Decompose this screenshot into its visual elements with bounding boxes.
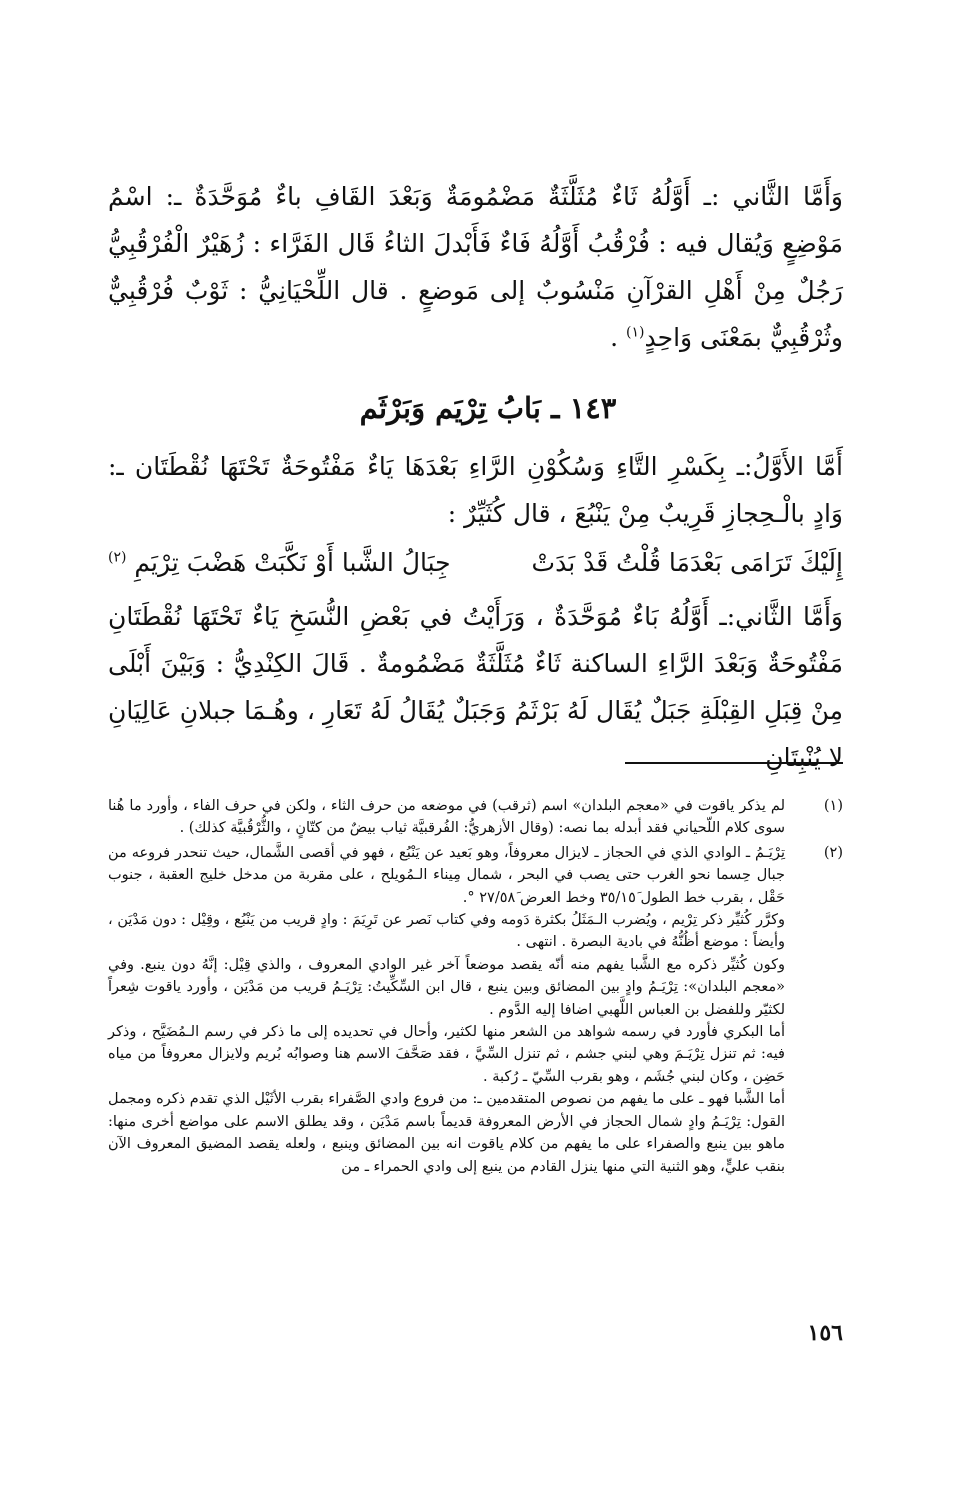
footnote-1-body xyxy=(108,795,785,840)
verse-hemistich-1: إِلَيْكَ تَرَامَى بَعْدَمَا قُلْتُ قَدْ بَدَتْ xyxy=(531,548,843,577)
verse-hemistich-2-wrap xyxy=(108,538,451,588)
paragraph-1 xyxy=(108,173,843,361)
footnote-2-para-1: تِرْيَـمُ ـ الوادي الذي في الحجاز ـ لايزال معروفاً، وهو بَعيد عن يَنْبُع ، فهو في أقصى الشَّمال، حيث تنحدر فروعه من جبال حِسما نحو الغرب حتى يصب في البحر ، شمال مِيناء الـمُويلح ، على مقربة من مدخل خليج العقبة ، جنوب حَقْل ، بقرب خط الطول ٣٥/١٥َ وخط العرض ٢٧/٥٨َ °. xyxy=(108,844,785,906)
footnote-2-para-2: وكرَّر كُثيِّر ذكر تِرْيم ، ويُضرب الـمَثَلُ بكثرة دَومه وفي كتاب نَصر عن تَرِيَمَ : وادٍ قريب من يَنْبُع ، وقِيْل : دون مَدْيَن ، وأيضاً : موضع أظُنُّهُ في بادية البصرة . انتهى . xyxy=(108,912,785,951)
footnote-2-body xyxy=(108,842,785,1178)
section-heading: ١٤٣ ـ بَابُ تِرْيَم وَبَرْثَم xyxy=(359,391,617,425)
footnote-2-para-5: أما الشَّبا فهو ـ على ما يفهم من نصوص المتقدمين ـ: من فروع وادي الصَّفراء بقرب الأثَيْل الذي تقدم ذكره ومجمل القول: تِرْيَـمُ وادٍ شمال الحجاز في الأرض المعروفة قديماً باسم مَدْيَن ، وقد يطلق الاسم على مواضع أخرى منها: ماهو بين ينبع والصفراء على ما يفهم من كلام ياقوت انه بين المضائق وينبع ، ولعله يقصد المضيق المعروف الآن بنقب عليٍّ، وهو الثنية التي منها ينزل القادم من ينبع إلى وادي الحمراء ـ من xyxy=(108,1091,785,1175)
footnote-2 xyxy=(108,842,843,1178)
paragraph-1-text: وَأَمَّا الثَّاني :ـ أَوَّلُهُ ثَاءٌ مُثَلَّثَةٌ مَضْمُومَةٌ وَبَعْدَ القَافِ باءٌ مُوَحَّدَةٌ ـ: اسْمُ مَوْضِعٍ وَيُقال فيه : فُرْقُبُ أَوَّلُهُ فَاءٌ فَأَبْدلَ الثاءُ قَال الفَرَّاء : زُهَيْرٌ الْفُرْقُبِيُّ رَجُلٌ مِنْ أَهْلِ القرْآنِ مَنْسُوبٌ إلى مَوضعٍ . قال اللِّحْيَانِيُّ : ثَوْبٌ فُرْقُبِيٌّ وثُرْقُبِيٌّ بمَعْنَى وَاحِدٍ xyxy=(108,182,843,352)
paragraph-2: أَمَّا الأَوَّلُ:ـ بِكَسْرِ التَّاءِ وَسُكُوْنِ الرَّاءِ بَعْدَهَا يَاءٌ مَفْتُوحَةٌ تَحْتَهَا نُقْطَتَان ـ: وَادٍ بالْـحِجازِ قَرِيبٌ مِنْ يَنْبُعَ ، قال كُثَيِّرٌ : xyxy=(108,452,843,528)
page-number: ١٥٦ xyxy=(807,1320,843,1346)
footnote-ref-2: (٢) xyxy=(108,549,127,566)
paragraph-1-end: . xyxy=(610,323,627,352)
footnote-2-number: (٢) xyxy=(823,844,843,861)
footnote-2-para-3: وكون كُثيِّر ذكره مع الشَّبا يفهم منه أنّه يقصد موضعاً آخر غير الوادي المعروف ، والذي قِيْل: إنَّهُ دون ينبع. وفي «معجم البلدان»: تِرْيَـمُ وادٍ بين المضائق وبين ينبع ، قال ابن السِّكِّيتُ: تِرْيَـمُ قريب من مَدْيَن ، وأورد ياقوت شِعراً لكثيّر وللفضل بن العباس اللَّهبي اضافا إليه الدَّوم . xyxy=(108,956,785,1018)
footnote-ref-1: (١) xyxy=(626,324,645,341)
paragraph-3: وَأَمَّا الثَّاني:ـ أَوَّلُهُ بَاءٌ مُوَحَّدَةٌ ، وَرَأَيْتُ في بَعْضِ النُّسَخِ يَاءٌ تَحْتَهَا نُقْطَتَانِ مَفْتُوحَةٌ وَبَعْدَ الرَّاءِ الساكنة ثَاءٌ مُثَلَّثَةٌ مَضْمُومةٌ . قَالَ الكِنْدِيُّ : وَبَيْنَ أَبْلَى مِنْ قِبَلِ القِبْلَةِ جَبَلٌ يُقَال لَهُ بَرْثَمُ وَجَبَلٌ يُقَالُ لَهُ تَعَارِ ، وهُـمَا جبلانِ عَالِيَانِ لا يُنْبِتَانِ xyxy=(108,602,843,772)
footnote-1-number: (١) xyxy=(823,798,843,814)
footnotes xyxy=(108,795,843,1180)
verse-hemistich-2: جِبَالُ الشَّبا أَوْ نَكَّبَتْ هَضْبَ تِرْيَمِ xyxy=(134,548,451,577)
footnote-1-text: لم يذكر ياقوت في «معجم البلدان» اسم (ثرقب) في موضعه من حرف الثاء ، ولكن في حرف الفاء ، وأورد ما هُنا سوى كلام اللّحياني فقد أبدله بما نصه: (وقال الأزهريُّ: الفُرقبيَّة ثياب بيضٌ من كتّانٍ ، والثُّرْقُبيَّة كذلك) . xyxy=(108,798,785,837)
poetry-verse xyxy=(108,538,843,588)
footnote-1 xyxy=(108,795,843,840)
footnote-separator xyxy=(625,762,843,764)
footnote-2-para-4: أما البكري فأورد في رسمه شواهد من الشعر منها لكثير، وأحال في تحديده إلى ما ذكر في رسم الـمُضَيَّح ، وذكر فيه: ثم تنزل تِرْيَـمَ وهي لبني جشم ، ثم تنزل السِّيَّ ، فقد صَحَّفَ الاسم هنا وصوابُه بُريم ولايزال معروفاً من مياه حَضِن ، وكان لبني جُشَم ، وهو بقرب السِّيّ ـ رُكبة . xyxy=(108,1024,785,1085)
